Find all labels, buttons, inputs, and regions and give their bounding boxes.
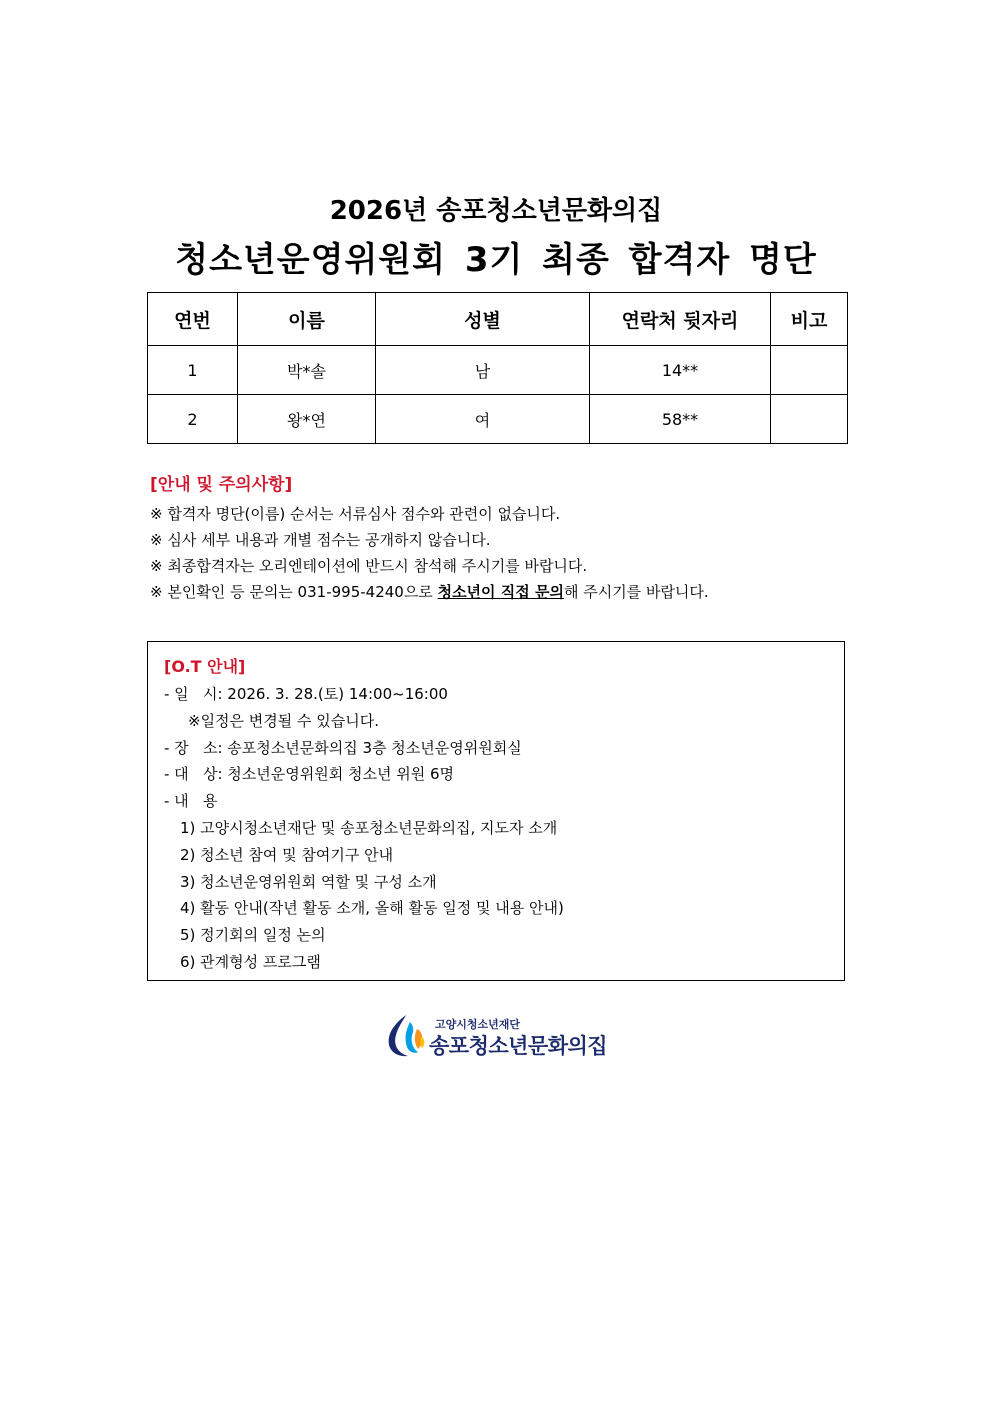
cell-gender: 남 bbox=[376, 346, 590, 395]
col-header-name: 이름 bbox=[238, 293, 376, 346]
notice-contact-prefix: ※ 본인확인 등 문의는 031-995-4240으로 bbox=[150, 583, 438, 601]
ot-title: [O.T 안내] bbox=[164, 657, 246, 676]
logo-org-big: 송포청소년문화의집 bbox=[429, 1034, 608, 1058]
ot-place: - 장 소: 송포청소년문화의집 3층 청소년운영위원회실 bbox=[164, 738, 522, 757]
notice-line: ※ 심사 세부 내용과 개별 점수는 공개하지 않습니다. bbox=[150, 531, 491, 549]
cell-remarks bbox=[771, 346, 848, 395]
col-header-contact: 연락처 뒷자리 bbox=[590, 293, 771, 346]
ot-content-item: 4) 활동 안내(작년 활동 소개, 올해 활동 일정 및 내용 안내) bbox=[180, 899, 564, 918]
ot-content-item: 5) 정기회의 일정 논의 bbox=[180, 926, 326, 945]
ot-info-box bbox=[147, 641, 845, 981]
col-header-remarks: 비고 bbox=[771, 293, 848, 346]
result-table bbox=[147, 292, 848, 444]
notice-line: ※ 최종합격자는 오리엔테이션에 반드시 참석해 주시기를 바랍니다. bbox=[150, 557, 588, 575]
ot-target: - 대 상: 청소년운영위원회 청소년 위원 6명 bbox=[164, 765, 454, 784]
cell-number: 2 bbox=[148, 395, 238, 444]
ot-content-item: 2) 청소년 참여 및 참여기구 안내 bbox=[180, 845, 394, 864]
cell-number: 1 bbox=[148, 346, 238, 395]
ot-content-item: 6) 관계형성 프로그램 bbox=[180, 952, 321, 971]
notice-line: ※ 합격자 명단(이름) 순서는 서류심사 점수와 관련이 없습니다. bbox=[150, 505, 561, 523]
notice-section bbox=[150, 470, 850, 605]
col-header-number: 연번 bbox=[148, 293, 238, 346]
col-header-gender: 성별 bbox=[376, 293, 590, 346]
notice-contact-suffix: 해 주시기를 바랍니다. bbox=[563, 583, 709, 601]
notice-contact-emphasis: 청소년이 직접 문의 bbox=[437, 583, 564, 601]
cell-name: 박*솔 bbox=[238, 346, 376, 395]
cell-contact: 58** bbox=[590, 395, 771, 444]
cell-gender: 여 bbox=[376, 395, 590, 444]
cell-remarks bbox=[771, 395, 848, 444]
page-title-line1: 2026년 송포청소년문화의집 bbox=[329, 196, 663, 226]
org-logo bbox=[384, 1012, 624, 1062]
cell-name: 왕*연 bbox=[238, 395, 376, 444]
notice-line-contact bbox=[150, 579, 850, 605]
ot-date-note: ※일정은 변경될 수 있습니다. bbox=[188, 711, 380, 730]
flame-logo-icon bbox=[384, 1012, 428, 1058]
table-row bbox=[148, 346, 848, 395]
cell-contact: 14** bbox=[590, 346, 771, 395]
table-header-row bbox=[148, 293, 848, 346]
ot-date: - 일 시: 2026. 3. 28.(토) 14:00~16:00 bbox=[164, 685, 448, 703]
ot-content-label: - 내 용 bbox=[164, 792, 218, 811]
table-row bbox=[148, 395, 848, 444]
page-title-line2: 청소년운영위원회 3기 최종 합격자 명단 bbox=[175, 240, 817, 280]
logo-org-small: 고양시청소년재단 bbox=[435, 1018, 521, 1031]
ot-content-item: 1) 고양시청소년재단 및 송포청소년문화의집, 지도자 소개 bbox=[180, 818, 558, 837]
ot-content-item: 3) 청소년운영위원회 역할 및 구성 소개 bbox=[180, 872, 437, 891]
notice-title: [안내 및 주의사항] bbox=[150, 475, 293, 495]
